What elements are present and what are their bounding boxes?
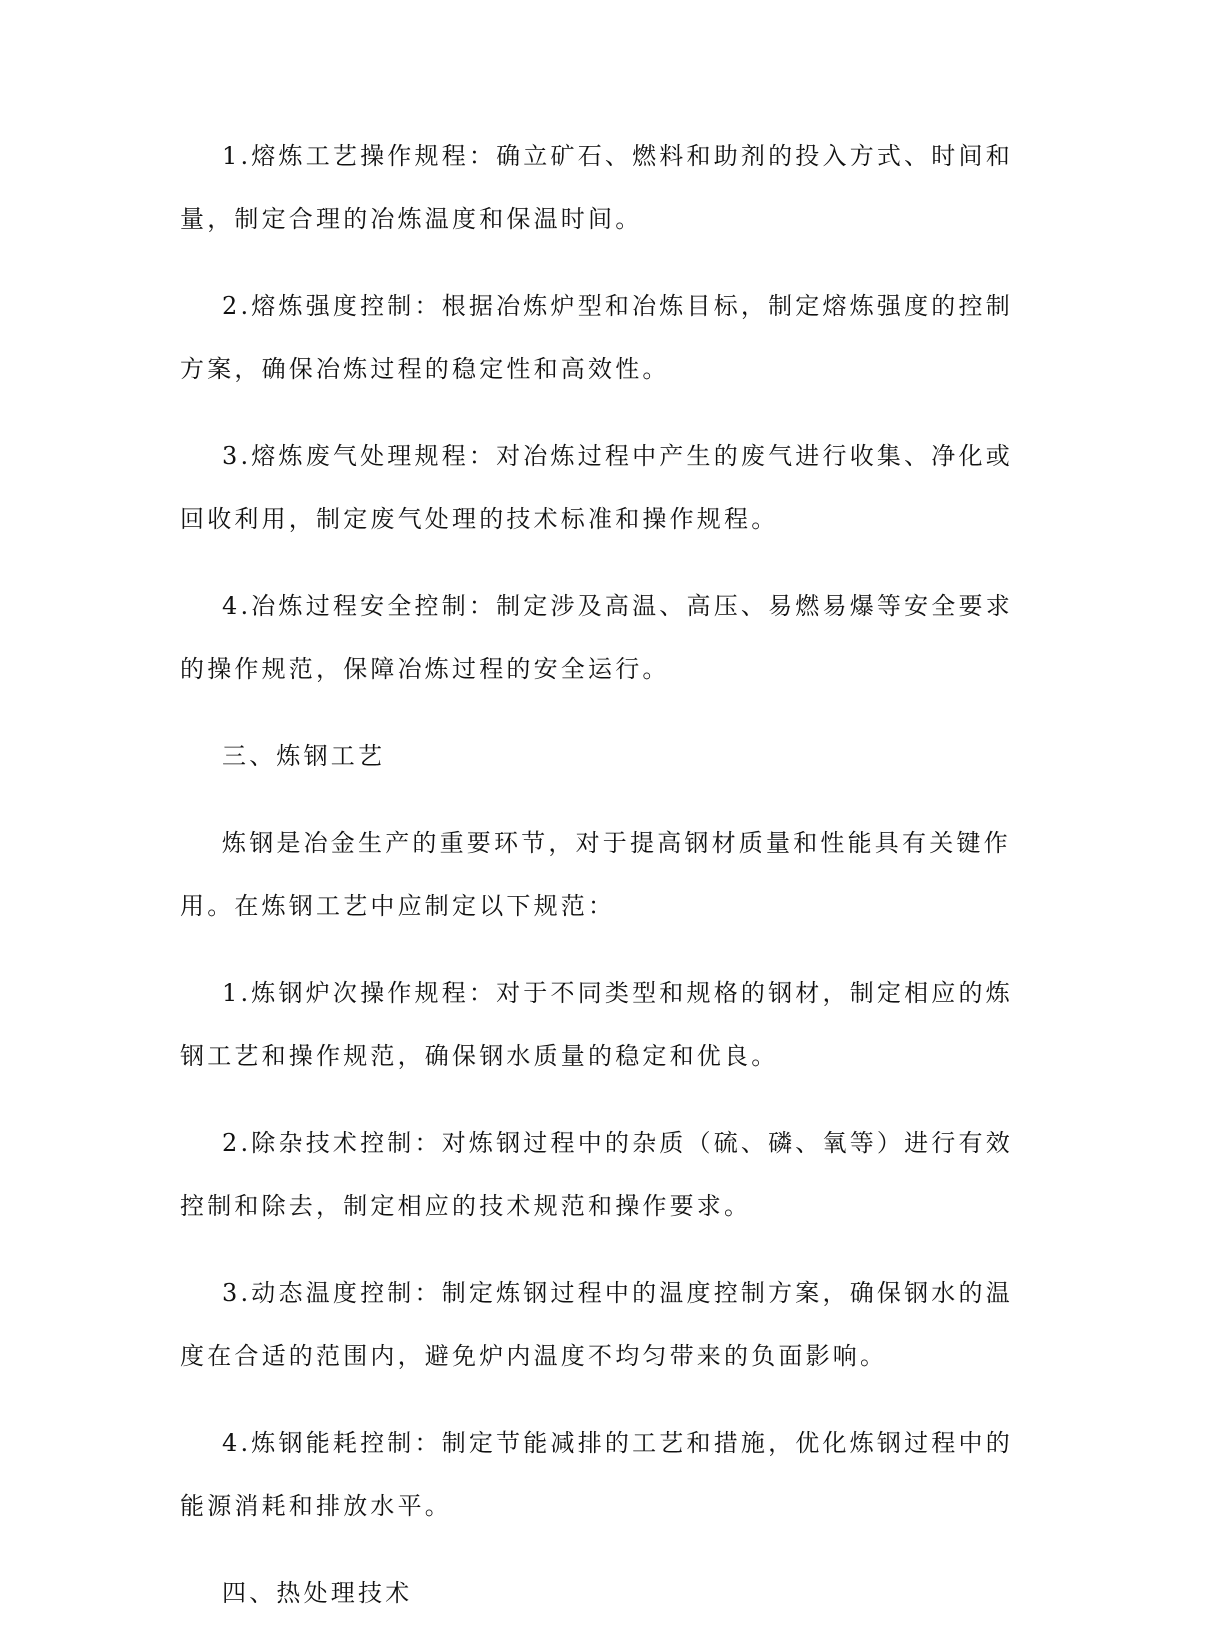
paragraph-steelmaking-intro: 炼钢是冶金生产的重要环节，对于提高钢材质量和性能具有关键作用。在炼钢工艺中应制定以下规范： <box>180 829 1011 920</box>
section-heading-steelmaking: 三、炼钢工艺 <box>222 742 386 770</box>
paragraph-waste-gas: 3.熔炼废气处理规程：对冶炼过程中产生的废气进行收集、净化或回收利用，制定废气处理的技术标准和操作规程。 <box>180 442 1013 533</box>
paragraph-energy-control: 4.炼钢能耗控制：制定节能减排的工艺和措施，优化炼钢过程中的能源消耗和排放水平。 <box>180 1429 1013 1520</box>
paragraph-safety-control: 4.冶炼过程安全控制：制定涉及高温、高压、易燃易爆等安全要求的操作规范，保障冶炼过程的安全运行。 <box>180 592 1013 683</box>
paragraph-temperature-control: 3.动态温度控制：制定炼钢过程中的温度控制方案，确保钢水的温度在合适的范围内，避免炉内温度不均匀带来的负面影响。 <box>180 1279 1013 1370</box>
section-heading-heat-treatment: 四、热处理技术 <box>222 1579 413 1607</box>
paragraph-smelting-operation: 1.熔炼工艺操作规程：确立矿石、燃料和助剂的投入方式、时间和量，制定合理的冶炼温度和保温时间。 <box>180 142 1013 233</box>
document-page <box>180 125 1023 1649</box>
paragraph-furnace-operation: 1.炼钢炉次操作规程：对于不同类型和规格的钢材，制定相应的炼钢工艺和操作规范，确保钢水质量的稳定和优良。 <box>180 979 1013 1070</box>
paragraph-smelting-intensity: 2.熔炼强度控制：根据冶炼炉型和冶炼目标，制定熔炼强度的控制方案，确保冶炼过程的稳定性和高效性。 <box>180 292 1013 383</box>
paragraph-impurity-control: 2.除杂技术控制：对炼钢过程中的杂质（硫、磷、氧等）进行有效控制和除去，制定相应的技术规范和操作要求。 <box>180 1129 1013 1220</box>
